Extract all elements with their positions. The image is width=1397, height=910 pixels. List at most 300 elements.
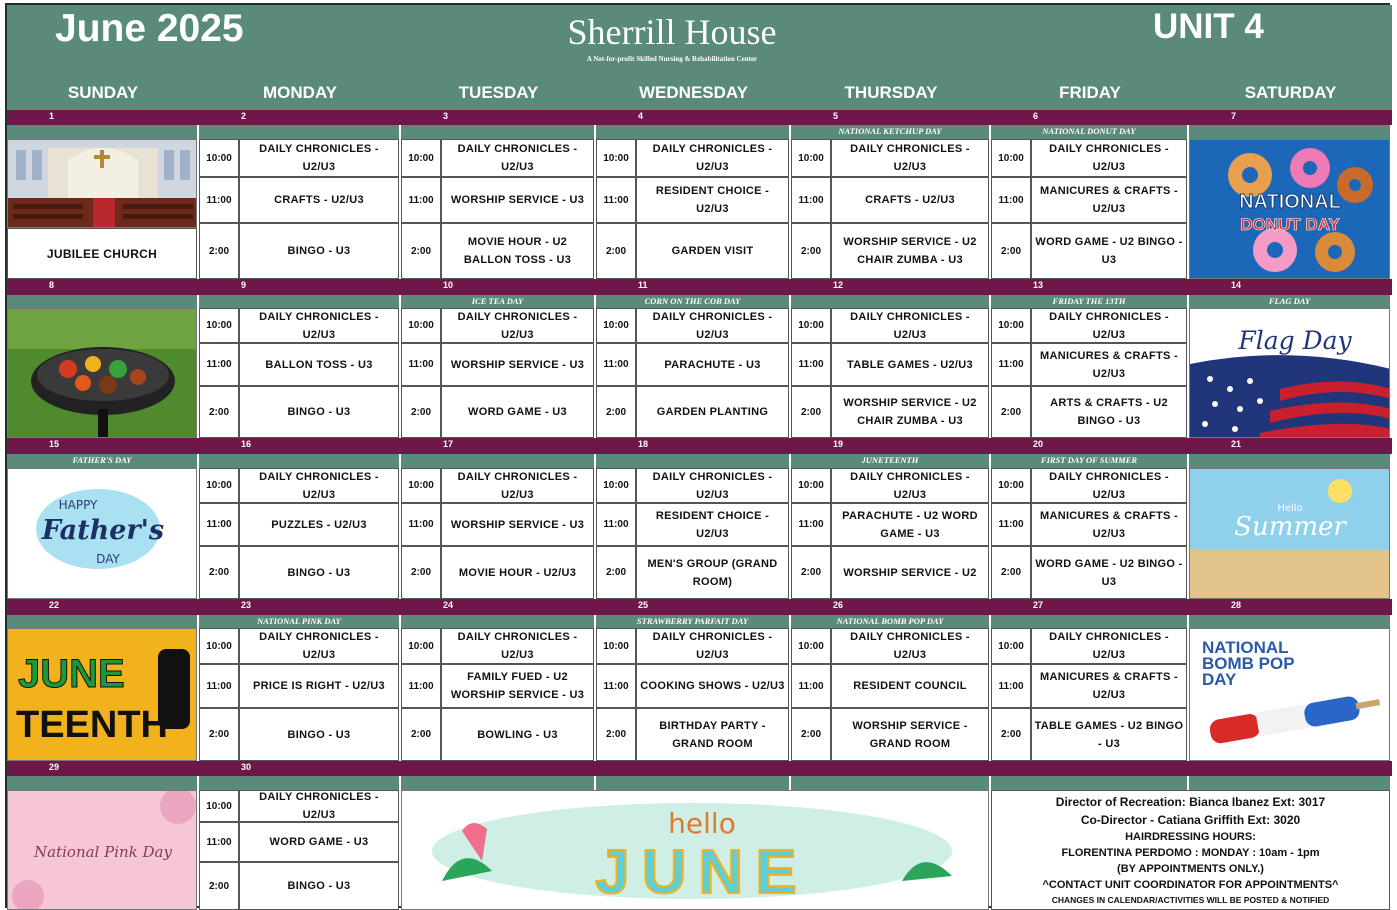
activity-label: ARTS & CRAFTS - U2 BINGO - U3	[1050, 397, 1168, 427]
activity-cell	[636, 546, 789, 599]
jubilee-church-text: JUBILEE CHURCH	[46, 246, 158, 261]
holiday-label-text: FRIDAY THE 13TH	[1052, 296, 1126, 306]
summer-title: Summer	[1234, 512, 1346, 542]
activity-label: RESIDENT CHOICE - U2/U3	[655, 509, 770, 540]
time-label: 11:00	[798, 359, 824, 370]
time-label: 2:00	[605, 406, 626, 418]
activity-label: DAILY CHRONICLES - U2/U3	[652, 143, 773, 173]
date-number: 29	[49, 762, 60, 772]
time-cell	[791, 546, 831, 599]
flag-day-image	[1189, 308, 1390, 438]
time-cell	[199, 386, 239, 438]
activity-label: WORSHIP SERVICE - U3	[450, 194, 585, 206]
time-label: 10:00	[408, 152, 434, 164]
day-heading	[7, 83, 199, 105]
activity-label: DAILY CHRONICLES - U2/U3	[850, 470, 970, 501]
activity-label: DAILY CHRONICLES - U2/U3	[1049, 470, 1169, 501]
time-cell	[199, 664, 239, 708]
time-cell	[596, 177, 636, 223]
time-label: 10:00	[603, 480, 629, 491]
activity-cell	[239, 664, 399, 708]
holiday-label	[991, 776, 1187, 790]
time-label: 11:00	[408, 680, 434, 692]
activity-cell	[636, 177, 789, 223]
activity-label: DAILY CHRONICLES - U2/U3	[457, 631, 578, 661]
activity-cell	[441, 503, 594, 546]
activity-label: DAILY CHRONICLES - U2/U3	[457, 470, 578, 501]
activity-cell	[1031, 177, 1187, 223]
holiday-label-text: FLAG DAY	[1268, 296, 1311, 306]
time-cell	[791, 386, 831, 438]
activity-cell	[831, 386, 989, 438]
time-label: 2:00	[800, 729, 821, 740]
time-label: 11:00	[998, 519, 1024, 530]
time-cell	[401, 139, 441, 177]
date-number: 6	[1033, 111, 1039, 121]
time-cell	[199, 790, 239, 822]
holiday-label	[7, 295, 197, 308]
time-cell	[401, 386, 441, 438]
activity-cell	[441, 546, 594, 599]
time-cell	[596, 546, 636, 599]
time-label: 11:00	[798, 519, 824, 530]
activity-label: WORSHIP SERVICE - U3	[450, 358, 585, 371]
activity-cell	[636, 223, 789, 279]
activity-cell	[441, 708, 594, 761]
holiday-label	[991, 125, 1187, 139]
day-heading	[1189, 83, 1392, 105]
activity-cell	[1031, 503, 1187, 546]
week-number-band	[7, 599, 1392, 615]
info-line: (BY APPOINTMENTS ONLY.)	[1117, 863, 1264, 875]
activity-cell	[831, 503, 989, 546]
time-cell	[991, 468, 1031, 503]
activity-cell	[441, 386, 594, 438]
time-label: 10:00	[798, 152, 824, 164]
time-label: 10:00	[603, 640, 629, 652]
activity-cell	[831, 664, 989, 708]
activity-label: DAILY CHRONICLES - U2/U3	[259, 470, 379, 501]
time-label: 2:00	[208, 406, 229, 418]
time-label: 11:00	[603, 680, 629, 692]
pink-day-text: National Pink Day	[34, 843, 172, 861]
time-cell	[791, 708, 831, 761]
activity-label: WORD GAME - U3	[468, 406, 567, 418]
date-number: 20	[1033, 439, 1044, 449]
activity-label: MANICURES & CRAFTS - U2/U3	[1040, 349, 1178, 380]
activity-label: CRAFTS - U2/U3	[865, 194, 955, 206]
activity-cell	[1031, 664, 1187, 708]
activity-label: DAILY CHRONICLES - U2/U3	[1049, 631, 1169, 661]
time-cell	[791, 177, 831, 223]
time-label: 2:00	[410, 245, 431, 257]
activity-label: PUZZLES - U2/U3	[271, 518, 367, 531]
activity-cell	[1031, 708, 1187, 761]
holiday-label	[991, 295, 1187, 308]
activity-label: BINGO - U3	[287, 728, 351, 741]
activity-label: COOKING SHOWS - U2/U3	[640, 680, 785, 692]
time-cell	[991, 177, 1031, 223]
date-number: 22	[49, 600, 60, 610]
date-number: 26	[833, 600, 844, 610]
time-label: 2:00	[1000, 729, 1021, 740]
day-heading-label: MONDAY	[263, 83, 337, 102]
activity-label: DAILY CHRONICLES - U2/U3	[652, 470, 773, 501]
activity-label: TABLE GAMES - U2 BINGO - U3	[1034, 719, 1184, 750]
hello-june-banner	[401, 790, 989, 910]
activity-cell	[1031, 628, 1187, 664]
bomb-pop-line3: DAY	[1202, 670, 1237, 689]
holiday-label	[1189, 295, 1390, 308]
day-heading-label: THURSDAY	[844, 83, 938, 102]
activity-cell	[831, 546, 989, 599]
holiday-label	[991, 454, 1187, 468]
day-heading-label: SUNDAY	[67, 83, 139, 102]
holiday-label	[1189, 776, 1390, 790]
activity-label: BINGO - U3	[287, 406, 351, 418]
date-number: 13	[1033, 280, 1044, 290]
time-label: 2:00	[208, 245, 229, 257]
date-number: 3	[443, 111, 449, 121]
date-number: 1	[49, 111, 55, 121]
activity-label: DAILY CHRONICLES - U2/U3	[457, 310, 578, 341]
time-label: 2:00	[410, 729, 431, 740]
activity-label: DAILY CHRONICLES - U2/U3	[652, 310, 773, 341]
activity-cell	[239, 468, 399, 503]
date-number: 23	[241, 600, 252, 610]
week-number-band	[7, 279, 1392, 295]
bomb-pop-image	[1189, 628, 1390, 761]
time-label: 10:00	[206, 480, 232, 491]
juneteenth-line1: JUNE	[18, 652, 125, 696]
time-label: 11:00	[206, 680, 232, 692]
time-cell	[991, 343, 1031, 386]
holiday-label-text: STRAWBERRY PARFAIT DAY	[636, 616, 749, 626]
activity-cell	[636, 468, 789, 503]
activity-cell	[441, 308, 594, 343]
time-label: 2:00	[800, 567, 821, 578]
time-label: 11:00	[206, 519, 232, 530]
time-label: 2:00	[410, 567, 431, 578]
time-label: 11:00	[603, 519, 629, 530]
activity-cell	[831, 139, 989, 177]
date-number: 28	[1231, 600, 1242, 610]
activity-cell	[636, 628, 789, 664]
time-label: 10:00	[206, 800, 232, 812]
holiday-label	[596, 125, 789, 139]
holiday-label	[1189, 125, 1390, 139]
activity-cell	[831, 177, 989, 223]
holiday-label	[791, 454, 989, 468]
time-label: 2:00	[1000, 245, 1021, 257]
time-label: 2:00	[208, 567, 229, 578]
time-cell	[199, 822, 239, 862]
holiday-label-text: JUNETEENTH	[861, 455, 919, 465]
time-label: 10:00	[408, 640, 434, 652]
date-number: 14	[1231, 280, 1242, 290]
holiday-label-text: CORN ON THE COB DAY	[644, 296, 741, 306]
date-number: 8	[49, 280, 55, 290]
holiday-label	[199, 454, 399, 468]
time-label: 10:00	[206, 640, 232, 652]
holiday-label	[791, 295, 989, 308]
time-cell	[991, 139, 1031, 177]
info-line: ^CONTACT UNIT COORDINATOR FOR APPOINTMENTS^	[1042, 879, 1339, 891]
activity-cell	[239, 790, 399, 822]
time-label: 2:00	[800, 406, 821, 418]
activity-label: WORSHIP SERVICE - U2 CHAIR ZUMBA - U3	[843, 236, 977, 266]
time-cell	[596, 708, 636, 761]
activity-label: MOVIE HOUR - U2/U3	[458, 566, 577, 579]
juneteenth-line2: TEENTH	[16, 704, 168, 746]
activity-label: WORD GAME - U3	[269, 836, 369, 848]
info-line: Co-Director - Catiana Griffith Ext: 3020	[1080, 813, 1301, 827]
holiday-label	[596, 295, 789, 308]
day-heading-label: FRIDAY	[1059, 83, 1121, 102]
time-label: 11:00	[998, 359, 1024, 370]
holiday-label	[199, 615, 399, 628]
time-cell	[791, 223, 831, 279]
donut-day-title: NATIONAL	[1239, 191, 1341, 213]
info-box	[991, 790, 1390, 910]
time-cell	[596, 343, 636, 386]
time-label: 11:00	[798, 194, 824, 206]
holiday-label	[596, 454, 789, 468]
holiday-label	[401, 454, 594, 468]
time-cell	[991, 308, 1031, 343]
time-label: 11:00	[603, 194, 629, 206]
donut-day-image	[1189, 139, 1390, 279]
time-label: 10:00	[998, 320, 1024, 331]
time-cell	[401, 223, 441, 279]
activity-cell	[636, 308, 789, 343]
date-number: 27	[1033, 600, 1044, 610]
activity-label: DAILY CHRONICLES - U2/U3	[457, 143, 578, 173]
day-heading	[991, 83, 1189, 105]
activity-label: TABLE GAMES - U2/U3	[847, 358, 973, 371]
holiday-label	[596, 776, 789, 790]
activity-label: MANICURES & CRAFTS - U2/U3	[1040, 185, 1178, 215]
holiday-label-text: NATIONAL DONUT DAY	[1042, 126, 1136, 136]
time-cell	[401, 546, 441, 599]
activity-label: PARACHUTE - U3	[664, 358, 761, 371]
time-label: 2:00	[605, 729, 626, 740]
activity-label: MANICURES & CRAFTS - U2/U3	[1040, 509, 1178, 540]
date-number: 18	[638, 439, 649, 449]
time-cell	[199, 503, 239, 546]
time-label: 10:00	[998, 480, 1024, 491]
activity-cell	[831, 343, 989, 386]
time-cell	[401, 664, 441, 708]
national-pink-day-image	[7, 790, 197, 910]
time-cell	[199, 177, 239, 223]
june-text: JUNE	[595, 838, 809, 907]
activity-cell	[441, 628, 594, 664]
time-cell	[991, 386, 1031, 438]
date-number: 16	[241, 439, 252, 449]
time-label: 2:00	[410, 406, 431, 418]
holiday-label	[1189, 454, 1390, 468]
holiday-label	[791, 125, 989, 139]
time-cell	[199, 862, 239, 910]
church-interior-image	[7, 139, 197, 228]
activity-label: DAILY CHRONICLES - U2/U3	[259, 310, 379, 341]
hello-text: hello	[668, 807, 736, 840]
activity-label: MOVIE HOUR - U2 BALLON TOSS - U3	[463, 236, 572, 266]
time-cell	[596, 223, 636, 279]
activity-label: FAMILY FUED - U2 WORSHIP SERVICE - U3	[450, 671, 585, 701]
activity-label: DAILY CHRONICLES - U2/U3	[259, 143, 379, 173]
activity-cell	[239, 503, 399, 546]
holiday-label	[199, 295, 399, 308]
time-label: 10:00	[798, 640, 824, 652]
time-cell	[991, 546, 1031, 599]
day-heading-label: WEDNESDAY	[639, 83, 748, 102]
holiday-label	[401, 295, 594, 308]
time-cell	[991, 503, 1031, 546]
time-cell	[401, 468, 441, 503]
holiday-label	[791, 615, 989, 628]
activity-cell	[1031, 139, 1187, 177]
activity-label: BALLON TOSS - U3	[265, 358, 373, 371]
activity-cell	[441, 139, 594, 177]
time-cell	[596, 386, 636, 438]
week-number-band	[7, 110, 1392, 125]
activity-cell	[831, 628, 989, 664]
activity-label: DAILY CHRONICLES - U2/U3	[1049, 143, 1169, 173]
bomb-pop-line1: NATIONAL	[1202, 638, 1289, 657]
activity-cell	[831, 468, 989, 503]
week-number-band	[7, 438, 1392, 454]
activity-label: BIRTHDAY PARTY - GRAND ROOM	[659, 719, 766, 750]
time-label: 11:00	[603, 359, 629, 370]
activity-label: BOWLING - U3	[477, 728, 558, 741]
holiday-label	[791, 776, 989, 790]
holiday-label	[7, 125, 197, 139]
time-cell	[199, 308, 239, 343]
holiday-label-text: NATIONAL KETCHUP DAY	[838, 126, 942, 136]
flag-day-title: Flag Day	[1238, 326, 1352, 355]
activity-label: MANICURES & CRAFTS - U2/U3	[1040, 671, 1178, 701]
holiday-label	[7, 615, 197, 628]
time-label: 2:00	[208, 729, 229, 740]
holiday-label	[401, 615, 594, 628]
holiday-label-text: FIRST DAY OF SUMMER	[1040, 455, 1138, 465]
holiday-label	[7, 776, 197, 790]
time-label: 2:00	[605, 245, 626, 257]
time-label: 10:00	[998, 640, 1024, 652]
day-heading-label: SATURDAY	[1244, 83, 1337, 102]
activity-label: DAILY CHRONICLES - U2/U3	[850, 310, 970, 341]
activity-cell	[239, 628, 399, 664]
unit-title: UNIT 4	[1153, 7, 1264, 46]
activity-label: WORD GAME - U2 BINGO - U3	[1035, 236, 1183, 266]
activity-label: RESIDENT COUNCIL	[853, 680, 967, 692]
summer-hello: Hello	[1277, 503, 1303, 514]
activity-cell	[441, 664, 594, 708]
time-label: 11:00	[408, 194, 434, 206]
activity-label: DAILY CHRONICLES - U2/U3	[1049, 310, 1169, 341]
holiday-label	[199, 776, 399, 790]
time-cell	[401, 708, 441, 761]
fathers-day-happy: HAPPY	[58, 498, 98, 512]
time-cell	[596, 139, 636, 177]
date-number: 9	[241, 280, 247, 290]
activity-label: WORSHIP SERVICE - U2	[843, 566, 977, 579]
activity-label: PARACHUTE - U2 WORD GAME - U3	[842, 509, 978, 540]
activity-label: WORSHIP SERVICE - U3	[450, 518, 585, 531]
activity-cell	[831, 708, 989, 761]
activity-cell	[239, 822, 399, 862]
date-number: 7	[1231, 111, 1237, 121]
time-label: 10:00	[408, 320, 434, 331]
date-number: 5	[833, 111, 839, 121]
time-cell	[199, 468, 239, 503]
activity-cell	[1031, 546, 1187, 599]
time-cell	[401, 503, 441, 546]
activity-label: WORD GAME - U2 BINGO - U3	[1035, 557, 1183, 588]
activity-cell	[636, 664, 789, 708]
activity-cell	[239, 862, 399, 910]
date-number: 17	[443, 439, 454, 449]
calendar	[5, 3, 1390, 908]
activity-label: DAILY CHRONICLES - U2/U3	[850, 631, 970, 661]
time-cell	[791, 628, 831, 664]
time-cell	[791, 664, 831, 708]
holiday-label-text: FATHER'S DAY	[72, 455, 132, 465]
week-number-band	[7, 761, 1392, 776]
time-label: 11:00	[206, 359, 232, 370]
time-cell	[596, 628, 636, 664]
date-number: 30	[241, 762, 252, 772]
activity-cell	[441, 177, 594, 223]
time-cell	[596, 503, 636, 546]
time-label: 10:00	[798, 480, 824, 491]
fathers-day-image	[7, 468, 197, 599]
holiday-label	[401, 125, 594, 139]
activity-label: MEN'S GROUP (GRAND ROOM)	[647, 557, 778, 588]
time-cell	[791, 343, 831, 386]
time-cell	[991, 664, 1031, 708]
activity-label: DAILY CHRONICLES - U2/U3	[850, 143, 970, 173]
flag-day-date: June 14	[1274, 359, 1316, 372]
bomb-pop-line2: BOMB POP	[1202, 654, 1295, 673]
info-line: CHANGES IN CALENDAR/ACTIVITIES WILL BE POSTED & NOTIFIED	[1051, 895, 1330, 905]
holiday-label-text: ICE TEA DAY	[471, 296, 524, 306]
time-cell	[791, 139, 831, 177]
activity-label: BINGO - U3	[287, 245, 351, 257]
time-cell	[596, 664, 636, 708]
info-line: FLORENTINA PERDOMO : MONDAY : 10am - 1pm	[1061, 847, 1320, 859]
activity-cell	[441, 468, 594, 503]
date-number: 21	[1231, 439, 1242, 449]
activity-cell	[239, 546, 399, 599]
fathers-day-day: DAY	[96, 552, 120, 566]
time-label: 11:00	[206, 194, 232, 206]
activity-cell	[636, 139, 789, 177]
day-heading	[401, 83, 596, 105]
activity-cell	[1031, 343, 1187, 386]
time-label: 10:00	[603, 152, 629, 164]
activity-label: RESIDENT CHOICE - U2/U3	[655, 185, 770, 215]
time-label: 11:00	[798, 680, 824, 692]
holiday-label-text: NATIONAL PINK DAY	[257, 616, 341, 626]
day-heading-label: TUESDAY	[458, 83, 539, 102]
facility-name: Sherrill House	[567, 12, 777, 52]
time-cell	[199, 223, 239, 279]
time-cell	[991, 708, 1031, 761]
time-cell	[596, 468, 636, 503]
